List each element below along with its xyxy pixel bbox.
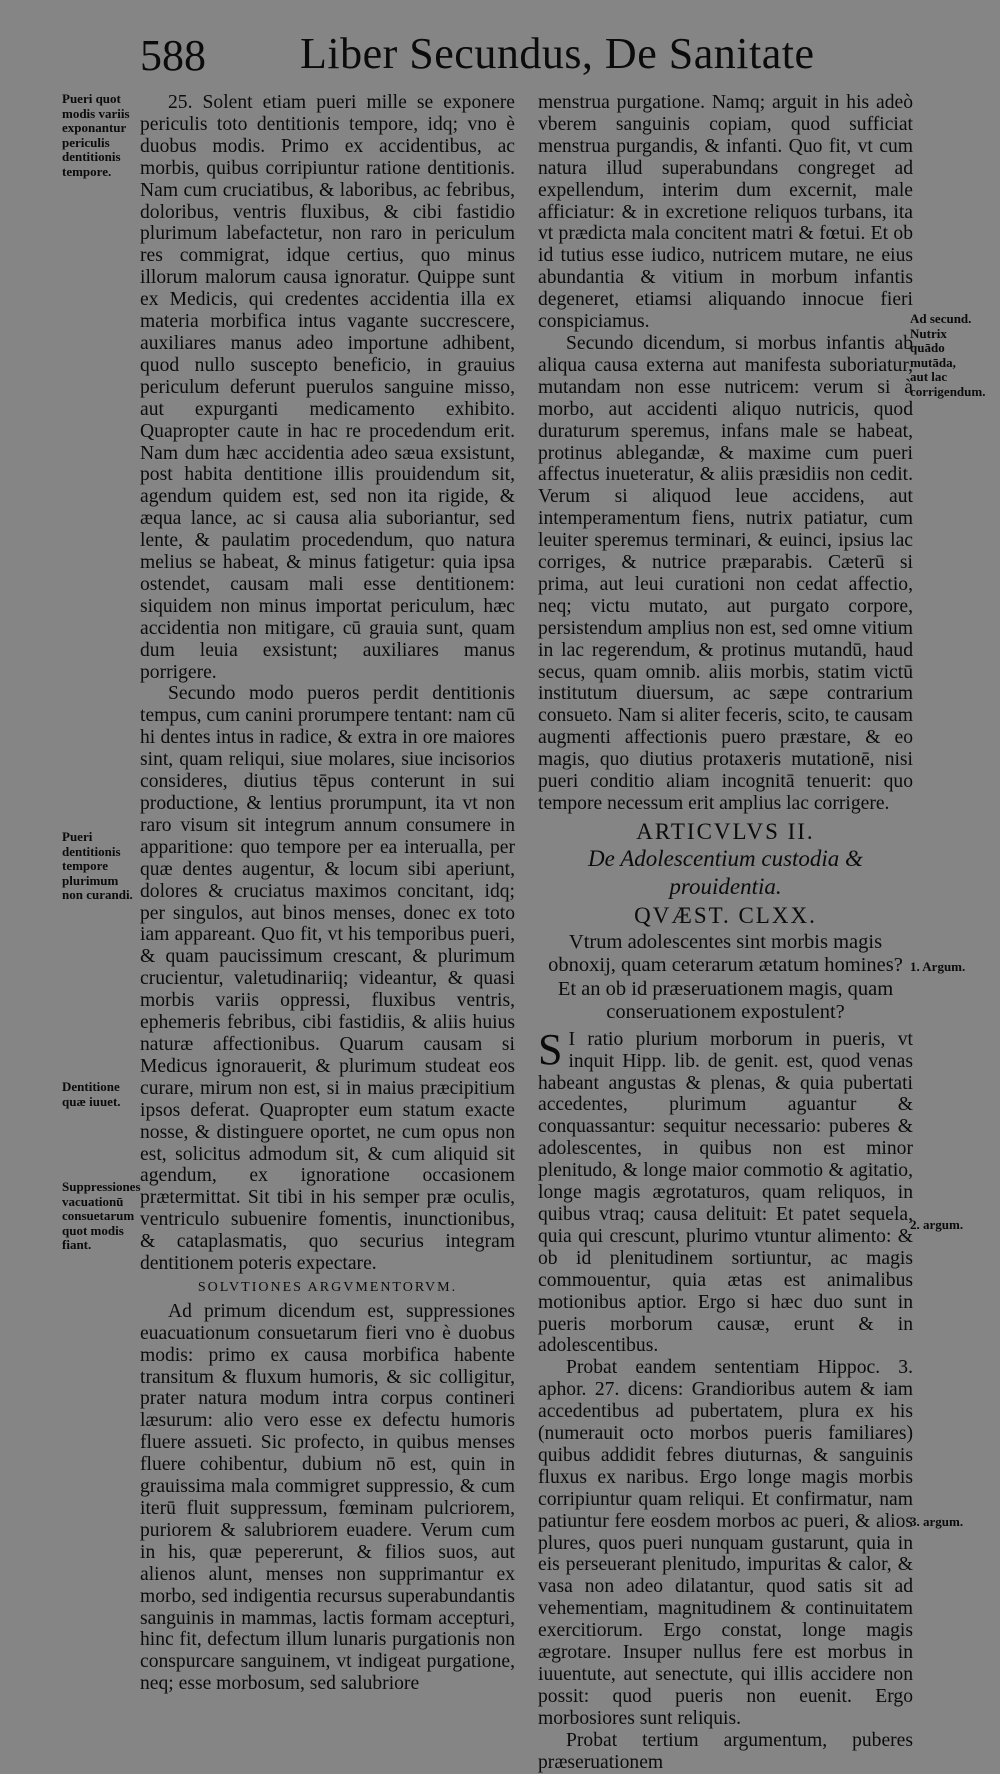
right-paragraph-3 [538, 1024, 913, 1358]
margin-note-right-2: 1. Argum. [910, 959, 966, 974]
quaestio-heading: QVÆST. CLXX. [634, 902, 817, 928]
margin-note-left-3: Dentitione quæ iuuet. [62, 1079, 121, 1109]
article-title: De Adolescentium custodia & prouidentia. [588, 845, 863, 899]
right-paragraph-3-text: I ratio plurium morborum in pueris, vt inquit Hipp. lib. de genit. est, quod venas habeant angustas & plenas, & quia pubertati accedentes, plurimum aguantur & conquassantur: sequitur necessario: puberes & adolescentes, in quibus non est minor plenitudo, & longe maior commotio & agitatio, longe magis ægrotaturos, quam reliquos, in quibus vtraq; causa delituit: Et patet sequela, quia qui crescunt, plurimo vtuntur alimento: & ob id plenitudinem sortiuntur, ac magis commouentur, quia ætas est animalibus motionibus aptior. Ergo si hæc duo sunt in pueris morborum causæ, erunt & in adolescentibus. [538, 1028, 913, 1357]
margin-note-right-1: Ad secund. Nutrix quādo mutāda, aut lac corrigendum. [910, 311, 986, 399]
margin-note-right-4: 3. argum. [910, 1514, 964, 1529]
left-paragraph-1: 25. Solent etiam pueri mille se exponere periculis toto dentitionis tempore, idq; vno è duobus modis. Primo ex accidentibus, ac morbis, quibus corripiuntur ratione dentitionis. Nam cum cruciatibus, & laboribus, ac febribus, doloribus, ventris fluxibus, & cibi fastidio plurimum labefactetur, non raro in periculum res commigrat, idque certius, quo minus illorum malorum causa ignoratur. Quippe sunt ex Medicis, qui credentes accidentia illa ex materia morbifica intus vagante succrescere, auxiliares manus adeo importune adhibent, quod nullo suscepto beneficio, in grauius periculum deferunt puerulos sanguine misso, aut expurganti medicamento exhibito. Quapropter caute in hac re procedendum erit. Nam dum hæc accidentia adeo sæua exsistunt, post habita dentitione illis prouidendum sit, agendum quidem est, sed non ita rigide, & æqua lance, ac si causa alia suboriantur, sed lente, & paulatim procedendum, quo natura melius se habeat, & minus fatigetur: quia ipsa ostendet, causam mali esse dentitionem: siquidem non minus importat periculum, hæc accidentia non mitigare, cū grauia sunt, quam dum leuia exsistunt; auxiliares manus porrigere. [140, 92, 515, 683]
right-paragraph-4: Probat eandem sententiam Hippoc. 3. aphor. 27. dicens: Grandioribus autem & iam accedentibus ad pubertatem, plura ex his (numerauit octo morbos pueris familiares) quibus addidit febres diuturnas, & sanguinis fluxus ex naribus. Ergo longe magis morbis corripiuntur quam reliqui. Et confirmatur, nam patiuntur fere eosdem morbos ac pueri, & alios plures, quos pueri nunquam gustarunt, quia in eis perseuerant plenitudo, impuritas & calor, & vasa non adeo dilatantur, quod satis sit ad vehementiam, magnitudinem & continuitatem exercitiorum. Ergo constat, longe magis ægrotare. Insuper nullus fere est morbus in iuuentute, aut senectute, qui illis accidere non possit: quod pueris non euenit. Ergo morbosiores sunt reliquis. [538, 1357, 913, 1729]
margin-note-right-3: 2. argum. [910, 1217, 964, 1232]
margin-note-left-4: Suppressiones vacuationū consuetarum quot modis fiant. [62, 1179, 141, 1252]
question-text: Vtrum adolescentes sint morbis magis obnoxij, quam ceterarum ætatum homines? Et an ob id præseruationem magis, quam conseruationem expostulent? [548, 930, 903, 1024]
solutions-heading: SOLVTIONES ARGVMENTORVM. [197, 1279, 458, 1295]
left-paragraph-2: Secundo modo pueros perdit dentitionis tempus, cum canini prorumpere tentant: nam cū hi dentes intus in radice, & extra in ore maiores sint, quam reliqui, siue molares, siue incisorios consideres, diutius tēpus conterunt in sui productione, & lentius prorumpunt, ita vt non raro visum sit integrum annum consumere in apparitione: quo tempore per ea interualla, per quæ dentes augentur, & locum sibi aperiunt, dolores & cruciatus maximos concitant, idq; per singulos, aut binos menses, donec ex toto iam appareant. Quo fit, vt his temporibus pueri, & quam paucissimum crescant, & plurimum crucientur, valetudinariiq; videantur, & quasi morbis variis oppressi, fluxibus ventris, ephemeris febribus, cibi fastidiis, & aliis huius naturæ affectionibus. Quarum causam si Medicus ignorauerit, & plurimum studeat eos curare, mirum non est, si in maius præcipitium ipsos deferat. Quapropter eum statum exacte nosse, & distinguere oportet, ne cum opus non est, solicitus admodum sit, & cum aliquid sit agendum, ex ignoratione occasionem prætermittat. Sit tibi in his semper præ oculis, ventriculo subuenire fomentis, inunctionibus, & cataplasmatis, quo securius integram dentitionem poteris expectare. [140, 683, 515, 1275]
article-heading: ARTICVLVS II. [636, 818, 815, 844]
left-column [140, 92, 515, 1695]
right-paragraph-1: menstrua purgatione. Namq; arguit in his adeò vberem sanguinis copiam, quod sufficiat menstrua purgandis, & infanti. Quo fit, vt cum natura illud superabundans congreget ad expellendum, interim dum excernit, male afficiatur: & in excretione reliquos turbans, ita vt prædicta mala concitent matri & fœtui. Et ob id tutius esse iudico, nutricem mutare, ne eius abundantia & vitium in morbum infantis degeneret, etiamsi aliquando innocue fieri conspiciamus. [538, 92, 913, 333]
right-column [538, 92, 913, 1774]
page-number: 588 [140, 31, 206, 80]
right-paragraph-2: Secundo dicendum, si morbus infantis ab aliqua causa externa aut manifesta suboriatur, mutandam non esse nutricem: verum si à morbo, aut accidenti aliquo nutricis, quod duraturum speremus, infans male se habeat, protinus ablegandæ, & maxime cum pueri affectus inueteratur, & aliis præsidiis non cedit. Verum si aliquod leue accidens, aut intemperamentum fiens, nutrix patiatur, cum leuiter speremus terminari, & euinci, ipsius lac corriges, & nutrice præparabis. Cæterū si prima, aut leui curationi non cedat affectio, neq; victu mutato, aut purgato corpore, persistendum amplius non est, sed omne vitium in lac regerendum, & protinus mutandū, haud secus, quam omnib. aliis morbis, statim victū institutum diuersum, ac sæpe contrarium consueto. Nam si aliter feceris, scito, te causam augmenti affectionis puero præstare, & eo magis, quo diutius protaxeris mutationē, nisi pueri conditio aliam incognitā tenuerit: quo tempore necessum erit amplius lac corrigere. [538, 332, 913, 814]
running-head: Liber Secundus, De Sanitate [300, 29, 815, 78]
drop-cap: S [538, 1024, 563, 1074]
margin-note-left-2: Pueri dentitionis tempore plurimum non curandi. [62, 829, 133, 902]
margin-note-left-1: Pueri quot modis variis exponantur periculis dentitionis tempore. [62, 91, 130, 179]
right-paragraph-5: Probat tertium argumentum, puberes præseruationem [538, 1729, 913, 1773]
solutions-paragraph-1: Ad primum dicendum est, suppressiones euacuationum consuetarum fieri vno è duobus modis: primo ex causa morbifica habente transitum & fluxum humoris, & sic colligitur, prater natura modum intra corpus contineri læsurum: alio vero esse ex defectu humoris fluere assueti. Sic profecto, in quibus menses fluere cohibentur, dubium nō est, quin in grauissima mala commigret suppressio, & cum iterū fluit suppressum, fœminam pulcriorem, puriorem & salubriorem euadere. Verum cum in his, quæ pepererunt, & filios suos, aut alienos alunt, menses non supprimantur ex morbo, sed indigentia recursus superabundantis sanguinis in mammas, lactis formam accepturi, hinc fit, defectum illum lunaris purgationis non conspurcare sanguinem, vt indigeat purgatione, neq; esse morbosum, sed salubriore [140, 1300, 515, 1695]
